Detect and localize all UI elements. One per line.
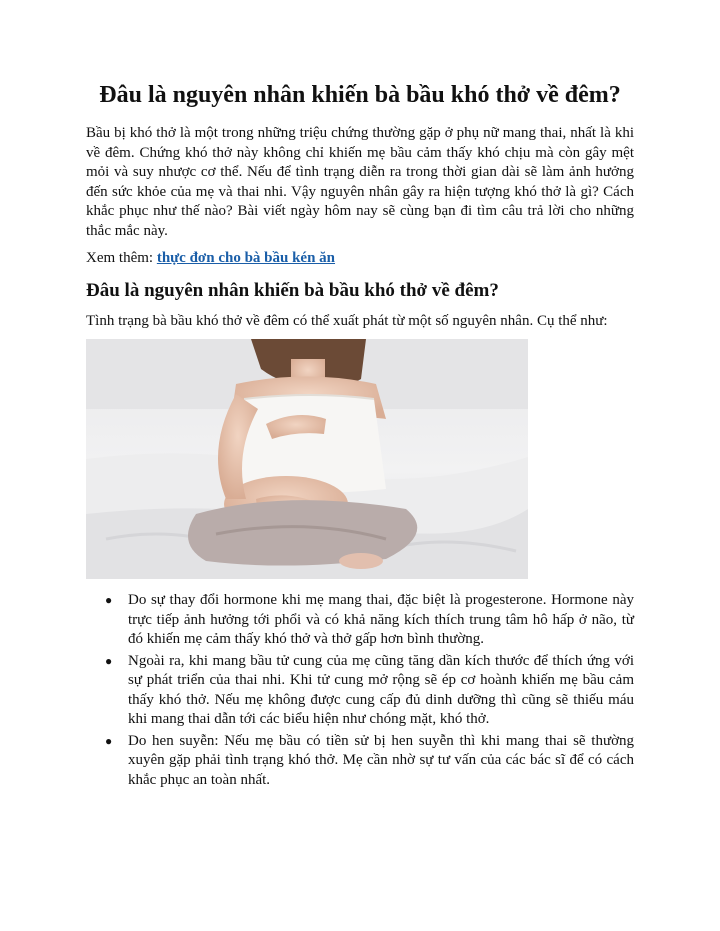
see-more-link[interactable]: thực đơn cho bà bầu kén ăn (156, 250, 336, 266)
section-lead: Tình trạng bà bầu khó thở về đêm có thể xuất phát từ một số nguyên nhân. Cụ thể như: (86, 313, 608, 329)
section-heading: Đâu là nguyên nhân khiến bà bầu khó thở về đêm? (86, 280, 499, 301)
article (86, 78, 634, 792)
pregnant-woman-illustration (86, 339, 528, 579)
bullet-icon: ● (105, 593, 113, 607)
list-item (105, 591, 634, 650)
article-title: Đâu là nguyên nhân khiến bà bầu khó thở về đêm? (99, 82, 621, 108)
reason-text: Ngoài ra, khi mang bầu tử cung của mẹ cũng tăng dần kích thước để thích ứng với sự phát triển của thai nhi. Khi tử cung mở rộng sẽ ép cơ hoành khiến mẹ bầu cảm thấy khó thở. Nếu mẹ không được cung cấp đủ dinh dưỡng thì cũng sẽ thiếu máu khi mang thai dẫn tới các biểu hiện như chóng mặt, khó thở. (128, 652, 634, 727)
intro-paragraph: Bầu bị khó thở là một trong những triệu chứng thường gặp ở phụ nữ mang thai, nhất là khi về đêm. Chứng khó thở này không chỉ khiến mẹ bầu cảm thấy khó chịu mà còn gây mệt mỏi và suy nhược cơ thể. Nếu để tình trạng diễn ra trong thời gian dài sẽ làm ảnh hưởng đến sức khỏe của mẹ và thai nhi. Vậy nguyên nhân gây ra hiện tượng khó thở là gì? Cách khắc phục như thế nào? Bài viết ngày hôm nay sẽ cùng bạn đi tìm câu trả lời cho những thắc mắc này. (86, 125, 634, 239)
see-more-label: Xem thêm: (86, 250, 157, 266)
reason-text: Do sự thay đổi hormone khi mẹ mang thai, đặc biệt là progesterone. Hormone này trực tiếp ảnh hưởng tới phổi và có khả năng kích thích trung tâm hô hấp ở não, từ đó khiến mẹ cảm thấy khó thở và thở gấp hơn bình thường. (128, 592, 634, 647)
list-item (105, 652, 634, 730)
reason-text: Do hen suyễn: Nếu mẹ bầu có tiền sử bị hen suyễn thì khi mang thai sẽ thường xuyên gặp phải tình trạng khó thở. Mẹ cần nhờ sự tư vấn của các bác sĩ để có cách khắc phục an toàn nhất. (128, 732, 634, 788)
see-more-line (86, 249, 634, 268)
bullet-icon: ● (105, 733, 113, 748)
bullet-icon: ● (105, 653, 113, 668)
list-item (105, 732, 634, 791)
reasons-list (86, 591, 634, 790)
pregnant-woman-photo (86, 339, 528, 579)
